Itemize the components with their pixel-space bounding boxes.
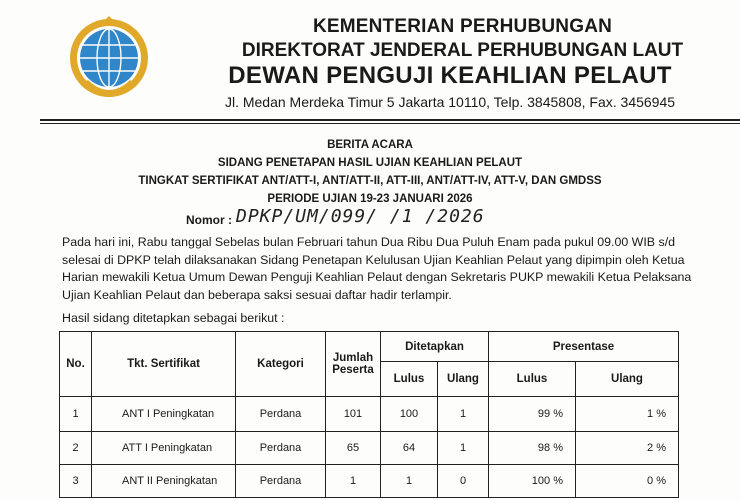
cell-tkt: ANT II Peningkatan [92,465,236,498]
cell-lulus: 1 [381,465,438,498]
cell-jumlah: 1 [326,465,381,498]
cell-p-lulus: 100 % [489,465,576,498]
th-kategori: Kategori [236,332,326,397]
nomor-handwritten-value: DPKP/UM/099/ /1 /2026 [236,206,485,227]
th-tkt: Tkt. Sertifikat [92,332,236,397]
cell-ulang: 1 [438,397,489,432]
cell-jumlah: 65 [326,432,381,465]
cell-ulang: 0 [438,465,489,498]
cell-p-lulus: 99 % [489,397,576,432]
th-p-ulang: Ulang [576,362,679,397]
cell-p-lulus: 98 % [489,432,576,465]
th-jumlah: Jumlah Peserta [326,332,381,397]
table-row [60,432,679,465]
doc-period: PERIODE UJIAN 19-23 JANUARI 2026 [267,193,473,205]
cell-no: 2 [60,432,92,465]
directorate-name: DIREKTORAT JENDERAL PERHUBUNGAN LAUT [241,40,684,61]
cell-jumlah: 101 [326,397,381,432]
th-lulus: Lulus [381,362,438,397]
th-p-lulus: Lulus [489,362,576,397]
table-row [60,397,679,432]
doc-title: BERITA ACARA [327,139,413,151]
cell-kategori: Perdana [236,432,326,465]
doc-certificate-levels: TINGKAT SERTIFIKAT ANT/ATT-I, ANT/ATT-II, ATT-III, ANT/ATT-IV, ATT-V, DAN GMDSS [138,175,602,187]
results-table [59,331,679,498]
doc-subtitle: SIDANG PENETAPAN HASIL UJIAN KEAHLIAN PELAUT [217,157,523,169]
address-line: Jl. Medan Merdeka Timur 5 Jakarta 10110, Telp. 3845808, Fax. 3456945 [224,94,676,110]
cell-kategori: Perdana [236,397,326,432]
cell-kategori: Perdana [236,465,326,498]
header-divider [40,119,740,121]
cell-ulang: 1 [438,432,489,465]
results-lead: Hasil sidang ditetapkan sebagai berikut : [62,311,285,325]
th-no: No. [60,332,92,397]
cell-p-ulang: 0 % [576,465,679,498]
cell-p-ulang: 1 % [576,397,679,432]
th-ditetapkan: Ditetapkan [381,332,489,362]
cell-no: 3 [60,465,92,498]
cell-tkt: ATT I Peningkatan [92,432,236,465]
ministry-logo-icon [68,14,150,114]
cell-p-ulang: 2 % [576,432,679,465]
nomor-label: Nomor : [186,213,232,227]
table-row [60,465,679,498]
cell-lulus: 64 [381,432,438,465]
th-ulang: Ulang [438,362,489,397]
body-paragraph: Pada hari ini, Rabu tanggal Sebelas bulan Februari tahun Dua Ribu Dua Puluh Enam pada pukul 09.00 WIB s/d selesai di DPKP telah dilaksanakan Sidang Penetapan Kelulusan Ujian Keahlian Pelaut yang dipimpin oleh Ketua Harian mewakili Ketua Umum Dewan Penguji Keahlian Pelaut dengan Sekretaris PUKP mewakili Ketua Pelaksana Ujian Keahlian Pelaut dan beberapa saksi sesuai daftar hadir terlampir. [62,235,692,302]
cell-no: 1 [60,397,92,432]
ministry-name: KEMENTERIAN PERHUBUNGAN [312,16,613,37]
th-presentase: Presentase [489,332,679,362]
board-name: DEWAN PENGUJI KEAHLIAN PELAUT [228,62,672,89]
cell-tkt: ANT I Peningkatan [92,397,236,432]
header-divider-thin [40,123,740,124]
cell-lulus: 100 [381,397,438,432]
